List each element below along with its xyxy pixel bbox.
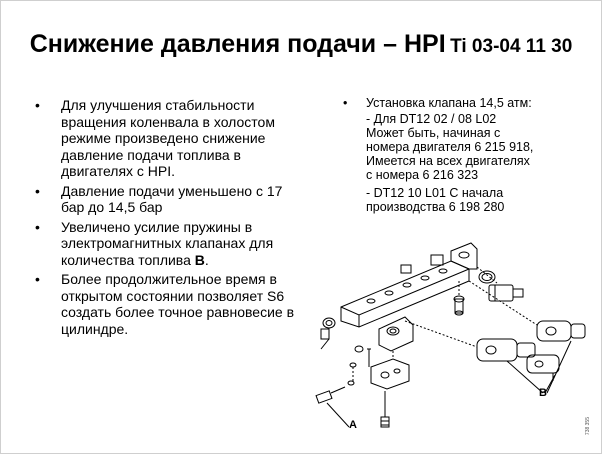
engine-range-1 [343, 112, 593, 182]
bullet-item [31, 271, 301, 337]
slide-title [1, 29, 601, 63]
title-main: Снижение давления подачи – HPI [29, 30, 446, 58]
bullet-text: Более продолжительное время в открытом состоянии позволяет S6 создать более точное равновесие в цилиндре. [61, 271, 295, 337]
bullet-item [31, 183, 301, 216]
drawing-ref-code: 738 355 [585, 417, 591, 436]
bullet-item [31, 219, 301, 269]
engine-range-2 [343, 186, 593, 214]
bullet-text: Давление подачи уменьшено с 17 бар до 14,5 бар [61, 182, 283, 215]
diagram-label-a: A [349, 419, 357, 431]
bullet-tail: . [204, 251, 209, 268]
right-text-block [343, 96, 593, 214]
bullet-text: Для улучшения стабильности вращения коленвала в холостом режиме произведено снижение давление подачи топлива в двигателях с HPI. [61, 97, 275, 179]
bullet-item [31, 97, 301, 180]
title-ref: Ti 03-04 11 30 [450, 36, 573, 57]
text-line: с номера 6 216 323 [366, 168, 479, 182]
right-bullet-head: • Установка клапана 14,5 атм: [343, 96, 593, 110]
text-line: - Для DT12 02 / 08 L02 [366, 112, 497, 126]
bullet-bold-b: B [194, 251, 205, 268]
text-line: - DT12 10 L01 С начала [366, 186, 504, 200]
diagram-label-b: B [539, 387, 547, 399]
text-line: Может быть, начиная с [366, 126, 501, 140]
bullet-text: Увеличено усилие пружины в электромагнитных клапанах для количества топлива [61, 218, 274, 268]
text-line: номера двигателя 6 215 918, [366, 140, 534, 154]
diagram-drawing [301, 221, 597, 445]
exploded-valve-diagram [301, 221, 597, 445]
text-line: производства 6 198 280 [366, 200, 505, 214]
left-bullet-list [31, 97, 301, 340]
text-line: Имеется на всех двигателях [366, 154, 530, 168]
